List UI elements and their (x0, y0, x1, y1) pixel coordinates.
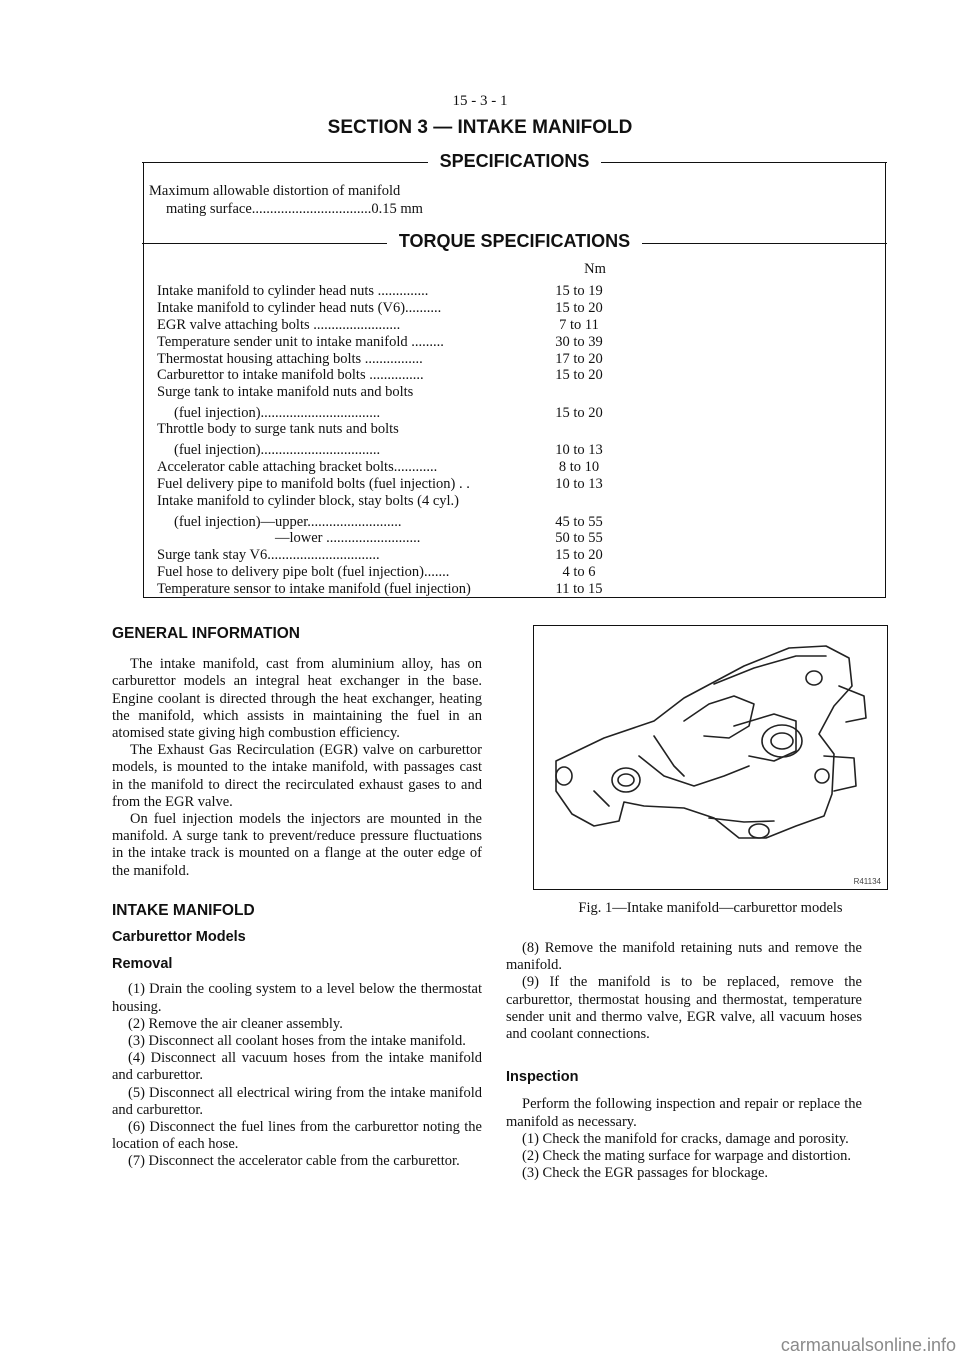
removal-step: (3) Disconnect all coolant hoses from the intake manifold. (128, 1033, 466, 1050)
figure-code: R41134 (853, 877, 881, 886)
torque-row: Fuel hose to delivery pipe bolt (fuel injection)....... 4 to 6 (157, 564, 596, 581)
torque-row: Carburettor to intake manifold bolts ............... 15 to 20 (157, 367, 603, 384)
intake-heading: INTAKE MANIFOLD (112, 901, 255, 919)
removal-step: (9) If the manifold is to be replaced, remove the carburettor, thermostat housing and thermostat, temperature sender unit and thermo valve, EGR valve, all vacuum hoses and coolant connections. (506, 974, 862, 1043)
general-paragraph: The Exhaust Gas Recirculation (EGR) valve on carburettor models, is mounted to the intake manifold, with passages cast in the manifold to direct the recirculated exhaust gases to and from the EGR valve. (112, 742, 482, 810)
torque-row: (fuel injection)—upper.......................... 45 to 55 (174, 513, 603, 530)
inspection-step: (3) Check the EGR passages for blockage. (522, 1165, 769, 1182)
inspection-step: (2) Check the mating surface for warpage and distortion. (522, 1148, 851, 1165)
torque-row: Accelerator cable attaching bracket bolts............ 8 to 10 (157, 458, 600, 475)
torque-table (157, 266, 637, 598)
removal-step: (2) Remove the air cleaner assembly. (128, 1015, 343, 1032)
removal-step: (4) Disconnect all vacuum hoses from the intake manifold and carburettor. (112, 1050, 482, 1084)
inspection-intro: Perform the following inspection and repair or replace the manifold as necessary. (506, 1096, 862, 1130)
torque-row: Intake manifold to cylinder block, stay bolts (4 cyl.) (157, 492, 460, 509)
removal-step: (6) Disconnect the fuel lines from the carburettor noting the location of each hose. (112, 1119, 482, 1153)
inspection-heading: Inspection (506, 1069, 579, 1086)
torque-row: —lower .......................... 50 to 55 (275, 530, 603, 547)
torque-row: Intake manifold to cylinder head nuts .............. 15 to 19 (157, 283, 603, 299)
right-column (506, 940, 862, 1182)
spec-line-1: Maximum allowable distortion of manifold (149, 183, 401, 199)
torque-row: (fuel injection)................................. 15 to 20 (174, 405, 603, 422)
torque-row: Temperature sensor to intake manifold (fuel injection) 11 to 15 (157, 581, 603, 598)
carburettor-subheading: Carburettor Models (112, 929, 246, 946)
torque-row: Surge tank stay V6............................... 15 to 20 (157, 547, 603, 564)
torque-row: Fuel delivery pipe to manifold bolts (fuel injection) . . 10 to 13 (157, 475, 603, 492)
removal-step: (1) Drain the cooling system to a level below the thermostat housing. (112, 981, 482, 1015)
intake-manifold-illustration (534, 626, 886, 888)
torque-row: Thermostat housing attaching bolts ................ 17 to 20 (157, 350, 603, 367)
specifications-box (143, 151, 886, 598)
torque-header (144, 231, 885, 255)
specifications-heading: SPECIFICATIONS (428, 151, 602, 171)
torque-row: Temperature sender unit to intake manifold ......... 30 to 39 (157, 333, 603, 350)
removal-step: (8) Remove the manifold retaining nuts and remove the manifold. (506, 940, 862, 974)
torque-row: EGR valve attaching bolts ........................ 7 to 11 (157, 316, 599, 333)
removal-heading: Removal (112, 956, 173, 973)
section-title: SECTION 3 — INTAKE MANIFOLD (327, 117, 633, 138)
torque-row: (fuel injection)................................. 10 to 13 (174, 442, 603, 459)
specifications-header (144, 151, 885, 175)
torque-row: Intake manifold to cylinder head nuts (V6).......... 15 to 20 (157, 299, 603, 316)
general-heading: GENERAL INFORMATION (112, 625, 301, 642)
watermark: carmanualsonline.info (780, 1335, 956, 1355)
page-number: 15 - 3 - 1 (452, 93, 508, 109)
figure-intake-manifold (533, 625, 888, 890)
removal-step: (5) Disconnect all electrical wiring from the intake manifold and carburettor. (112, 1084, 482, 1118)
torque-heading: TORQUE SPECIFICATIONS (387, 231, 642, 251)
general-paragraph: The intake manifold, cast from aluminium alloy, has on carburettor models an integral heat exchanger in the base. Engine coolant is directed through the heat exchanger, heating the manifold, which assists in maintaining the fuel in an atomised state giving high combustion efficiency. (112, 656, 482, 742)
figure-caption: Fig. 1—Intake manifold—carburettor models (578, 900, 843, 916)
spec-line-2: mating surface.................................0.15 mm (166, 201, 423, 217)
torque-row: Throttle body to surge tank nuts and bolts (157, 421, 399, 438)
removal-step: (7) Disconnect the accelerator cable from the carburettor. (128, 1153, 460, 1170)
torque-row: Surge tank to intake manifold nuts and bolts (157, 384, 414, 401)
inspection-step: (1) Check the manifold for cracks, damage and porosity. (522, 1130, 849, 1147)
left-column (112, 625, 482, 1171)
torque-unit: Nm (584, 261, 606, 277)
general-paragraph: On fuel injection models the injectors are mounted in the manifold. A surge tank to prevent/reduce pressure fluctuations in the intake track is mounted on a flange at the outer edge of the manifold. (112, 811, 482, 879)
